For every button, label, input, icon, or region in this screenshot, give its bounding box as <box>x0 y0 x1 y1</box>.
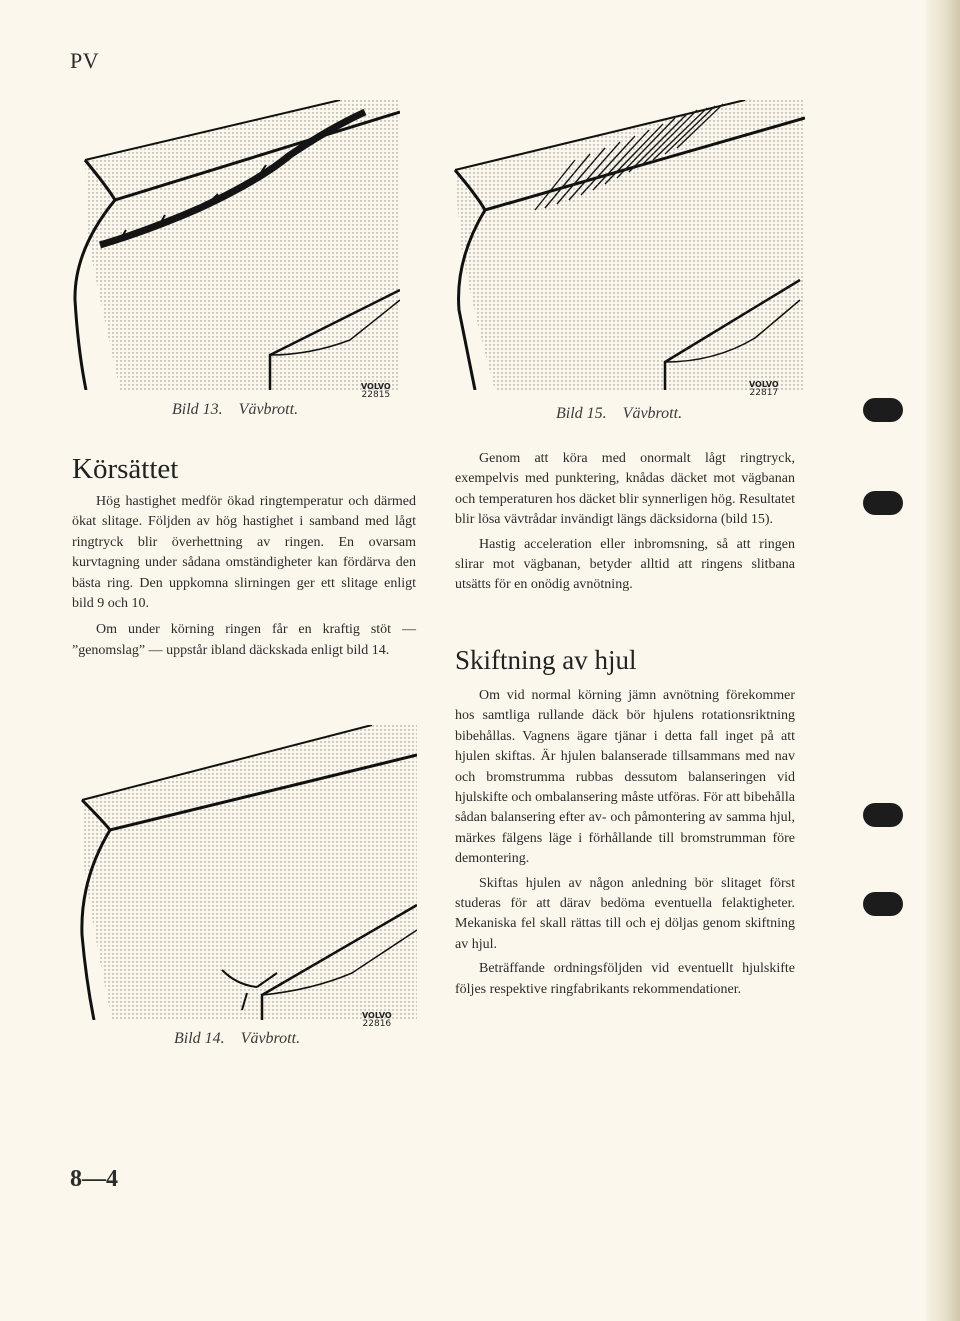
figure-caption-14 <box>174 1030 300 1048</box>
figure-tire-fabric-break-14 <box>72 725 417 1020</box>
section-heading-skiftning: Skiftning av hjul <box>455 645 637 675</box>
caption-number: Bild 15. <box>556 405 607 422</box>
binder-hole <box>863 803 903 827</box>
brand-label: VOLVO <box>362 1011 392 1020</box>
paragraph: Genom att köra med onormalt lågt ringtryck, exempelvis med punktering, knådas däcket mot vägbanan och temperaturen hos däcket blir synnerligen hög. Resultatet blir lösa vävtrådar invändigt längs däcksidorna (bild 15). <box>455 451 795 528</box>
caption-number: Bild 14. <box>174 1030 225 1047</box>
binder-hole <box>863 892 903 916</box>
tire-illustration-13 <box>60 100 400 390</box>
figure-code: 22816 <box>362 1019 392 1029</box>
page-number: 8—4 <box>70 1166 118 1192</box>
brand-label: VOLVO <box>361 382 391 391</box>
body-text-right-top <box>455 449 795 596</box>
volvo-code-label <box>749 380 779 398</box>
tire-illustration-15 <box>445 100 805 390</box>
caption-text: Vävbrott. <box>622 405 683 422</box>
figure-tire-fabric-break-13 <box>60 100 400 390</box>
caption-text: Vävbrott. <box>238 401 299 418</box>
binder-hole <box>863 491 903 515</box>
binder-hole <box>863 398 903 422</box>
figure-caption-15 <box>556 405 682 423</box>
tire-illustration-14 <box>72 725 417 1020</box>
caption-text: Vävbrott. <box>240 1030 301 1047</box>
volvo-code-label <box>361 382 391 400</box>
figure-code: 22817 <box>749 388 779 398</box>
paragraph: Hög hastighet medför ökad ringtemperatur och därmed ökat slitage. Följden av hög hastighet i samband med lågt ringtryck blir överhettning av ringen. En ovarsam kurvtagning under sådana omständigheter kan fördärva den bästa ring. Den uppkomna slirningen ger ett slitage enligt bild 9 och 10. <box>72 494 416 612</box>
section-body-korsattet <box>72 492 416 661</box>
section-body-skiftning <box>455 686 795 1000</box>
figure-caption-13 <box>172 401 298 419</box>
paragraph: Hastig acceleration eller inbromsning, så att ringen slirar mot vägbanan, betyder alltid att ringens slitbana utsätts för en onödig avnötning. <box>455 536 795 593</box>
header-code: PV <box>70 48 100 73</box>
page-edge <box>926 0 960 1321</box>
paragraph: Skiftas hjulen av någon anledning bör slitaget först studeras för att därav bedöma eventuella felaktigheter. Mekaniska fel skall rättas till och ej döljas genom skiftning av hjul. <box>455 875 795 952</box>
figure-tire-fabric-break-15 <box>445 100 805 390</box>
paragraph: Om under körning ringen får en kraftig stöt — ”genomslag” — uppstår ibland däckskada enligt bild 14. <box>72 622 416 658</box>
paragraph: Beträffande ordningsföljden vid eventuellt hjulskifte följes respektive ringfabrikants rekommendationer. <box>455 961 795 997</box>
brand-label: VOLVO <box>749 380 779 389</box>
volvo-code-label <box>362 1011 392 1029</box>
section-heading-korsattet: Körsättet <box>72 453 179 485</box>
figure-code: 22815 <box>361 390 391 400</box>
paragraph: Om vid normal körning jämn avnötning förekommer hos samtliga rullande däck bör hjulens rotationsriktning bibehållas. Vagnens ägare tjänar i detta fall inget på att hjulen skiftas. Är hjulen balanserade tillsammans med nav och bromstrumma rubbas dessutom balanseringen vid hjulskifte och ombalansering måste utföras. För att bibehålla sådan balansering efter av- och påmontering av samma hjul, märkes fälgens läge i förhållande till bromstrumman före demontering. <box>455 688 795 867</box>
caption-number: Bild 13. <box>172 401 223 418</box>
